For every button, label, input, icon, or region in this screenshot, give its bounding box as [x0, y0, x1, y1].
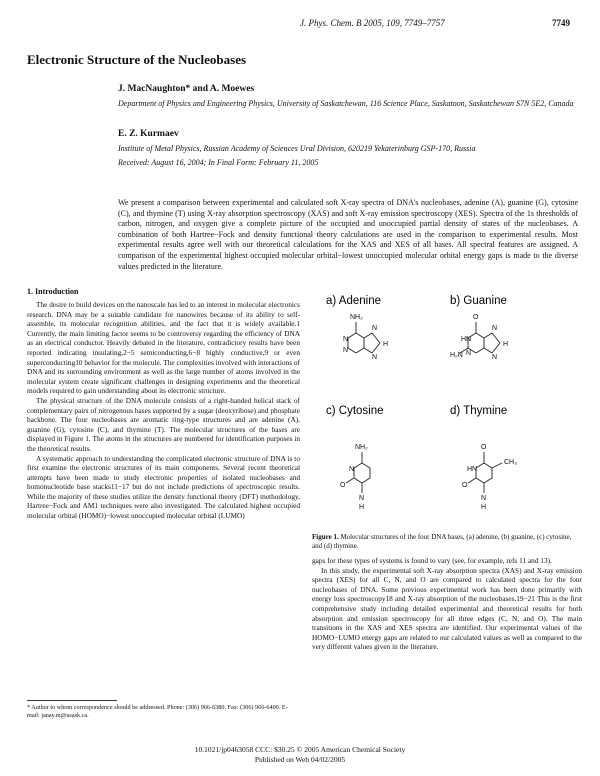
footnote-divider: [27, 700, 117, 701]
svg-text:O: O: [462, 482, 468, 489]
right-column: [312, 556, 582, 652]
paragraph: gaps for these types of systems is found to vary (see, for example, refs 11 and 13).: [312, 556, 552, 565]
svg-text:N: N: [349, 466, 355, 473]
paragraph: In this study, the experimental soft X-ray absorption spectra (XAS) and X-ray emission spectra (XES) for all C, N, and O are compared to calculated spectra for the four nucleobases of DNA. Some previous experimental work has been done primarily with energy loss spectroscopy18 and X-ray absorption of the nucleobases.19−21 This is the first comprehensive study including detailed experimental and theoretical results for both absorption and emission spectroscopy for all three edges (C, N, and O). The main transitions in the XAS and XES spectra are identified. Our experimental values of the HOMO−LUMO energy gaps are related to our calculated values as well as compared to the very different values given in the literature.: [312, 565, 582, 652]
svg-text:N: N: [466, 350, 472, 357]
svg-text:CH₃: CH₃: [504, 459, 517, 466]
panel-label-thymine: d) Thymine: [450, 405, 508, 417]
received-dates: Received: August 16, 2004; In Final Form: February 11, 2005: [118, 158, 319, 167]
svg-text:N: N: [492, 325, 498, 332]
figure-molecular-structures: [312, 288, 582, 528]
svg-text:NH₂: NH₂: [355, 444, 368, 451]
paragraph: The physical structure of the DNA molecule consists of a right-handed helical stack of complementary pairs of nitrogenous bases supported by a sugar (deoxyribose) and phosphate backbone. The four nucleobases are aromatic ring-type structures and are adenine (A), guanine (G), cytosine (C), and thymine (T). The molecular structures of the bases are displayed in Figure 1. The atoms in the structures are numbered for identification purposes in the theoretical results.: [27, 395, 300, 453]
left-column: [27, 300, 300, 521]
svg-text:N: N: [359, 495, 365, 502]
author-names-1: J. MacNaughton* and A. Moewes: [118, 84, 255, 94]
svg-text:O: O: [473, 314, 479, 321]
svg-text:HN: HN: [461, 336, 472, 343]
paragraph: The desire to build devices on the nanoscale has led to an interest in molecular electronics research. DNA may be a suitable candidate for nanowires because of its ability to self-assemble, its molecular recognition abilities, and the fact that it is widely available.1 Currently, the main limiting factor seems to be controversy regarding the efficiency of DNA as an electrical conductor. Heavily debated in the literature, contradictory results have been reported indicating insulating,2−5 semiconducting,6−8 highly conductive,9 or even superconducting10 behavior for the molecule. The complexities involved with interactions of DNA and its surrounding environment as well as the large number of atoms involved in the molecular system create significant challenges in designing experiments and the theoretical models required to gain understanding about its electronic structure.: [27, 300, 300, 396]
figure-caption: [312, 533, 582, 551]
svg-text:H₂N: H₂N: [450, 352, 463, 359]
svg-text:O: O: [481, 444, 487, 451]
article-title: Electronic Structure of the Nucleobases: [27, 52, 247, 67]
panel-label-adenine: a) Adenine: [326, 295, 381, 307]
author-names-2: E. Z. Kurmaev: [118, 129, 179, 139]
running-header: [0, 18, 600, 32]
svg-text:N: N: [343, 347, 349, 354]
figure-caption-text: Molecular structures of the four DNA bases, (a) adenine, (b) guanine, (c) cytosine, and (d) thymine.: [312, 533, 572, 550]
figure-caption-label: Figure 1.: [312, 533, 339, 541]
svg-text:N: N: [343, 336, 349, 343]
section-heading: 1. Introduction: [27, 287, 79, 296]
svg-text:HN: HN: [467, 466, 478, 473]
svg-text:H: H: [503, 341, 509, 348]
panel-label-guanine: b) Guanine: [450, 295, 507, 307]
publication-info: [0, 745, 600, 765]
page-number: 7749: [552, 18, 570, 28]
svg-text:H: H: [359, 504, 365, 511]
svg-text:N: N: [481, 495, 487, 502]
svg-text:H: H: [481, 504, 487, 511]
svg-text:N: N: [372, 354, 378, 361]
doi-line: 10.1021/jp0463058 CCC: $30.25 © 2005 American Chemical Society: [194, 745, 406, 754]
journal-citation: J. Phys. Chem. B 2005, 109, 7749–7757: [300, 18, 445, 28]
abstract: We present a comparison between experimental and calculated soft X-ray spectra of DNA's nucleobases, adenine (A), guanine (G), cytosine (C), and thymine (T) using X-ray absorption spectroscopy (XAS) and soft X-ray emission spectroscopy (XES). Spectra of the 1s thresholds of carbon, nitrogen, and oxygen give a complete picture of the occupied and unoccupied partial density of states of the nucleobases. A combination of both Hartree−Fock and density functional theory calculations are used in the comparison to experimental results. Most experimental results agree well with our theoretical calculations for the XAS and XES of all bases. All spectral features are assigned. A comparison of the experimental highest occupied molecular orbital−lowest unoccupied molecular orbital energy gaps is made to the diverse values predicted in the literature.: [118, 198, 578, 271]
svg-text:O: O: [340, 482, 346, 489]
published-line: Published on Web 04/02/2005: [254, 755, 346, 764]
svg-text:NH₂: NH₂: [350, 314, 363, 321]
svg-text:N: N: [372, 325, 378, 332]
footnote: * Author to whom correspondence should be addressed. Phone: (306) 966-6380. Fax: (306) 966-6400. E-mail: janay.m@usask.ca.: [27, 704, 288, 719]
svg-text:N: N: [492, 354, 498, 361]
panel-label-cytosine: c) Cytosine: [326, 405, 384, 417]
svg-text:H: H: [383, 341, 389, 348]
author-affiliation-1: Department of Physics and Engineering Physics, University of Saskatchewan, 116 Science Place, Saskatoon, Saskatchewan S7N 5E2, Canada: [118, 99, 574, 108]
author-affiliation-2: Institute of Metal Physics, Russian Academy of Sciences Ural Division, 620219 Yekaterinburg GSP-170, Russia: [118, 144, 476, 153]
paragraph: A systematic approach to understanding the complicated electronic structure of DNA is to first examine the electronic structures of its main components. Several recent theoretical attempts have been made to study electronic properties of isolated nucleobases and homonucleotide base stacks11−17 but do not include predictions of spectroscopic results. While the majority of these studies utilize the density functional theory (DFT) methodology, Hartree−Fock and AM1 techniques were also investigated. The calculated highest occupied molecular orbital (HOMO)−lowest unoccupied molecular orbital (LUMO): [27, 453, 300, 521]
